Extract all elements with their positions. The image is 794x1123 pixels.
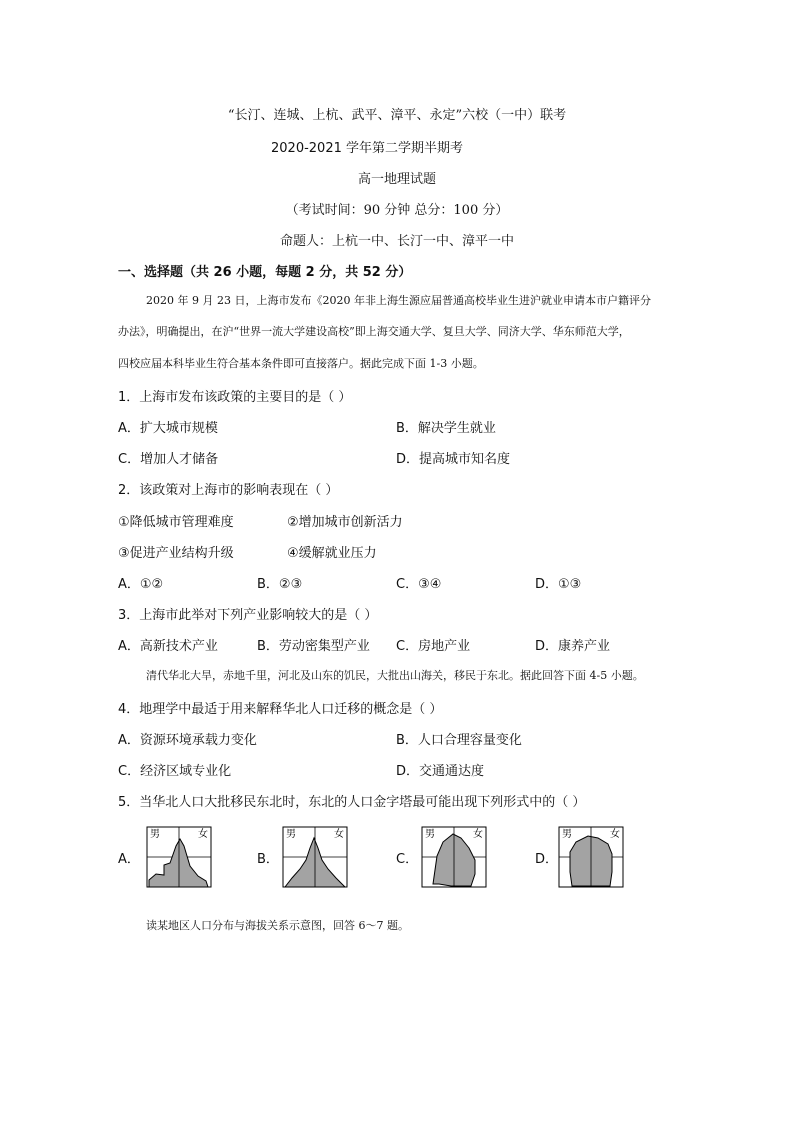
q2-option-a: A．①② bbox=[118, 577, 164, 592]
pyramid-a-figure bbox=[146, 826, 212, 888]
q1-option-c: C．增加人才储备 bbox=[118, 452, 219, 467]
q2-option-b: B．②③ bbox=[257, 577, 303, 592]
passage1-line3: 四校应届本科毕业生符合基本条件即可直接落户。据此完成下面 1-3 小题。 bbox=[118, 357, 484, 370]
q3-option-c: C．房地产业 bbox=[396, 639, 471, 654]
pyramid-c-male-label: 男 bbox=[425, 829, 435, 840]
q1-option-d: D．提高城市知名度 bbox=[396, 452, 511, 467]
school-year: 2020-2021 学年第二学期半期考 bbox=[271, 141, 463, 156]
pyramid-b-female-label: 女 bbox=[334, 829, 344, 840]
q2-item-4: ④缓解就业压力 bbox=[287, 546, 377, 561]
q4-option-d: D．交通通达度 bbox=[396, 764, 485, 779]
q3-option-d: D．康养产业 bbox=[535, 639, 611, 654]
pyramid-d-figure bbox=[558, 826, 624, 888]
q5-option-d: D． bbox=[535, 852, 559, 867]
q4-option-b: B．人口合理容量变化 bbox=[396, 733, 522, 748]
pyramid-a-male-label: 男 bbox=[150, 829, 160, 840]
q2-item-2: ②增加城市创新活力 bbox=[287, 515, 403, 530]
q1-option-b: B．解决学生就业 bbox=[396, 421, 496, 436]
authors: 命题人：上杭一中、长汀一中、漳平一中 bbox=[279, 234, 514, 249]
subject-title: 高一地理试题 bbox=[357, 172, 436, 187]
exam-title: “长汀、连城、上杭、武平、漳平、永定”六校（一中）联考 bbox=[227, 108, 567, 123]
passage1-line1: 2020 年 9 月 23 日，上海市发布《2020 年非上海生源应届普通高校毕业生进沪就业申请本市户籍评分 bbox=[146, 294, 651, 307]
q3-stem: 3．上海市此举对下列产业影响较大的是（ ） bbox=[118, 608, 378, 623]
passage2: 清代华北大旱，赤地千里，河北及山东的饥民，大批出山海关，移民于东北。据此回答下面 4-5 小题。 bbox=[146, 669, 644, 682]
q4-option-a: A．资源环境承载力变化 bbox=[118, 733, 257, 748]
pyramid-b-figure bbox=[282, 826, 348, 888]
pyramid-a-female-label: 女 bbox=[198, 829, 208, 840]
q4-option-c: C．经济区域专业化 bbox=[118, 764, 232, 779]
q2-item-3: ③促进产业结构升级 bbox=[118, 546, 234, 561]
q5-option-c: C． bbox=[396, 852, 419, 867]
q2-stem: 2．该政策对上海市的影响表现在（ ） bbox=[118, 483, 339, 498]
q2-item-1: ①降低城市管理难度 bbox=[118, 515, 234, 530]
pyramid-d-male-label: 男 bbox=[562, 829, 572, 840]
q5-option-a: A． bbox=[118, 852, 140, 867]
pyramid-c-figure bbox=[421, 826, 487, 888]
q3-option-a: A．高新技术产业 bbox=[118, 639, 218, 654]
q5-stem: 5．当华北人口大批移民东北时，东北的人口金字塔最可能出现下列形式中的（ ） bbox=[118, 795, 586, 810]
q3-option-b: B．劳动密集型产业 bbox=[257, 639, 370, 654]
q1-option-a: A．扩大城市规模 bbox=[118, 421, 218, 436]
pyramid-b-male-label: 男 bbox=[286, 829, 296, 840]
section-heading: 一、选择题（共 26 小题，每题 2 分，共 52 分） bbox=[118, 265, 412, 280]
q2-option-c: C．③④ bbox=[396, 577, 442, 592]
q2-option-d: D．①③ bbox=[535, 577, 582, 592]
q4-stem: 4．地理学中最适于用来解释华北人口迁移的概念是（ ） bbox=[118, 702, 443, 717]
time-info: （考试时间：90 分钟 总分：100 分） bbox=[285, 203, 509, 218]
pyramid-c-female-label: 女 bbox=[473, 829, 483, 840]
passage3: 读某地区人口分布与海拔关系示意图，回答 6～7 题。 bbox=[146, 919, 409, 932]
passage1-line2: 办法》，明确提出，在沪“世界一流大学建设高校”即上海交通大学、复旦大学、同济大学、华东师范大学， bbox=[118, 325, 630, 338]
pyramid-d-female-label: 女 bbox=[610, 829, 620, 840]
q1-stem: 1．上海市发布该政策的主要目的是（ ） bbox=[118, 390, 352, 405]
q5-option-b: B． bbox=[257, 852, 279, 867]
